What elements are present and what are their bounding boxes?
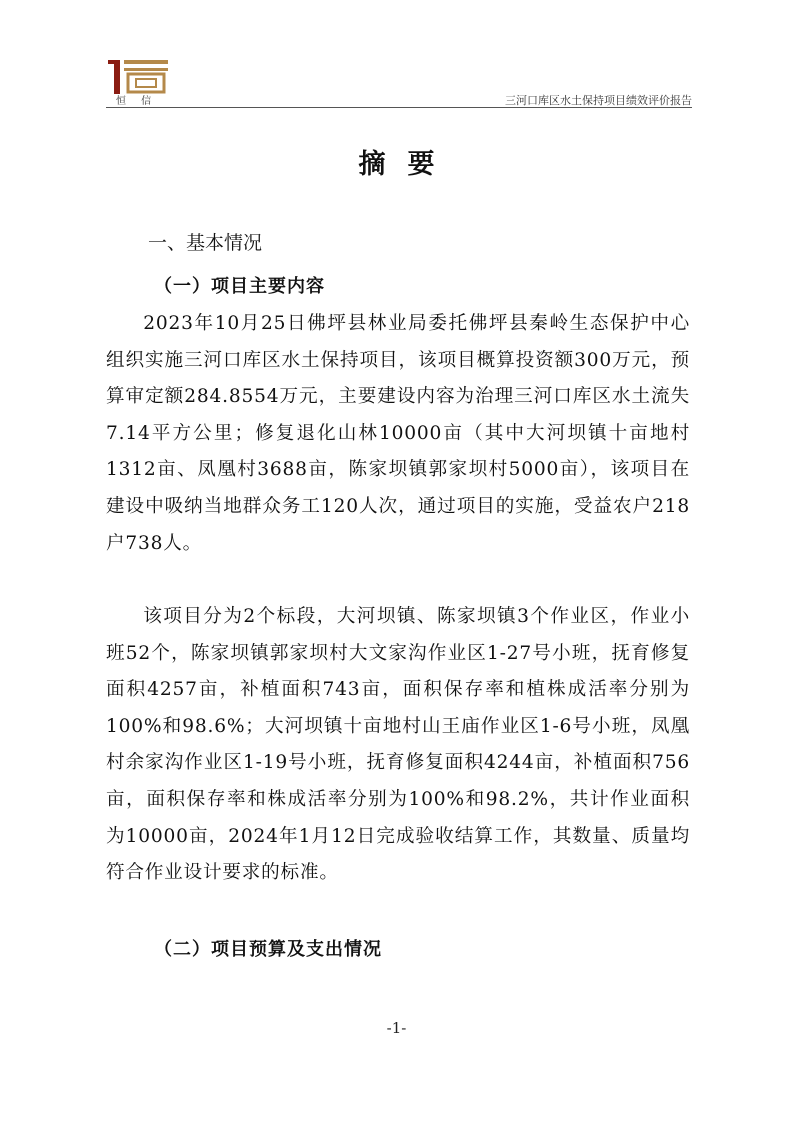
page-number: -1- — [386, 1019, 407, 1037]
header-divider — [106, 107, 692, 108]
subsection-heading-main-content: （一）项目主要内容 — [154, 276, 325, 297]
section-heading-basic-info: 一、基本情况 — [148, 232, 263, 254]
body-paragraph-2: 该项目分为2个标段，大河坝镇、陈家坝镇3个作业区，作业小班52个，陈家坝镇郭家坝村大文家沟作业区1-27号小班，抚育修复面积4257亩，补植面积743亩，面积保存率和植株成活率分别为100%和98.6%；大河坝镇十亩地村山王庙作业区1-6号小班，凤凰村余家沟作业区1-19号小班，抚育修复面积4244亩，补植面积756亩，面积保存率和株成活率分别为100%和98.2%，共计作业面积为10000亩，2024年1月12日完成验收结算工作，其数量、质量均符合作业设计要求的标准。 — [106, 606, 690, 884]
header-report-title: 三河口库区水土保持项目绩效评价报告 — [505, 94, 692, 107]
page-title: 摘要 — [358, 149, 457, 180]
logo-caption: 恒 信 — [116, 96, 158, 107]
subsection-heading-budget: （二）项目预算及支出情况 — [154, 939, 382, 960]
page-header — [106, 52, 692, 108]
body-paragraph-1: 2023年10月25日佛坪县林业局委托佛坪县秦岭生态保护中心组织实施三河口库区水土保持项目，该项目概算投资额300万元，预算审定额284.8554万元，主要建设内容为治理三河口库区水土流失7.14平方公里；修复退化山林10000亩（其中大河坝镇十亩地村1312亩、凤凰村3688亩，陈家坝镇郭家坝村5000亩），该项目在建设中吸纳当地群众务工120人次，通过项目的实施，受益农户218户738人。 — [106, 313, 690, 554]
